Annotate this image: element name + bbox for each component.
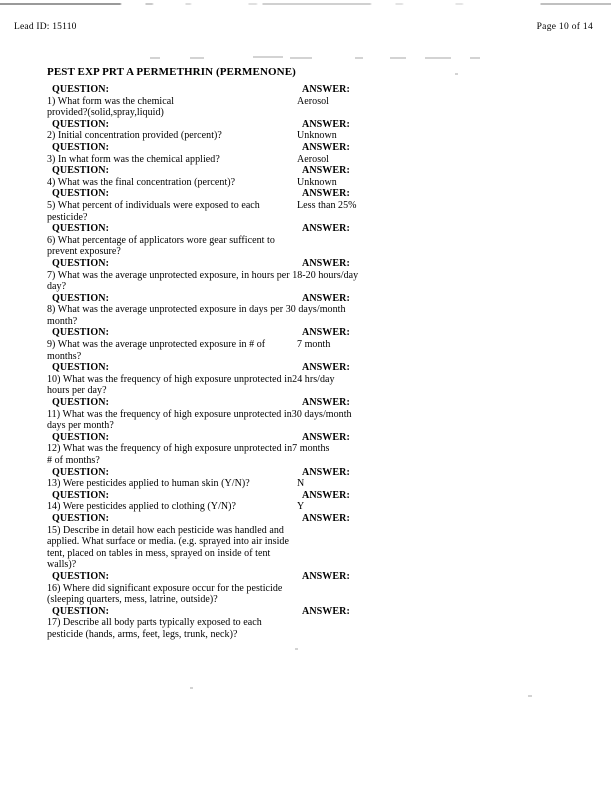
question-text: hours per day? [47, 385, 107, 397]
qa-label-row [0, 119, 611, 131]
qa-body [0, 235, 611, 258]
qa-body [0, 96, 611, 119]
question-line [0, 177, 611, 189]
question-text: days per month? [47, 420, 114, 432]
question-line [0, 420, 611, 432]
question-text: # of months? [47, 455, 100, 466]
question-line [0, 525, 611, 537]
scan-artifact-speck [355, 57, 363, 59]
qa-block [0, 467, 611, 490]
question-text: walls)? [47, 559, 77, 571]
qa-body [0, 478, 611, 490]
question-line [0, 385, 611, 397]
qa-block [0, 258, 611, 293]
answer-label: ANSWER: [302, 188, 350, 200]
question-label: QUESTION: [52, 431, 110, 443]
qa-body [0, 154, 611, 166]
question-text: 16) Where did significant exposure occur for the pesticide [47, 582, 283, 594]
question-text: provided?(solid,spray,liquid) [47, 107, 164, 119]
scan-artifact-speck [190, 57, 204, 59]
question-text: 7) What was the average unprotected exposure, in hours per 18-20 hours/day [47, 269, 359, 281]
qa-label-row [0, 142, 611, 154]
answer-text: 7 months [292, 443, 330, 455]
question-label: QUESTION: [52, 512, 110, 524]
question-line [0, 339, 611, 351]
qa-block [0, 165, 611, 188]
qa-block [0, 327, 611, 362]
qa-body [0, 525, 611, 571]
answer-text: 30 days/month [285, 304, 346, 316]
scan-artifact-speck [425, 57, 451, 59]
question-line [0, 478, 611, 490]
question-text: pesticide (hands, arms, feet, legs, trunk, neck)? [47, 628, 238, 640]
answer-label: ANSWER: [302, 141, 350, 153]
qa-body [0, 409, 611, 432]
lead-id-label: Lead ID: 15110 [14, 22, 77, 32]
question-line [0, 270, 611, 282]
answer-label: ANSWER: [302, 165, 350, 177]
answer-label: ANSWER: [302, 489, 350, 501]
answer-text: Unknown [297, 130, 337, 142]
question-label: QUESTION: [52, 223, 110, 235]
answer-label: ANSWER: [302, 292, 350, 304]
qa-label-row [0, 223, 611, 235]
answer-text: Aerosol [297, 95, 330, 107]
question-text: 8) What was the average unprotected exposure in days per 30 days/month [47, 304, 346, 316]
question-label: QUESTION: [52, 118, 110, 130]
question-line [0, 200, 611, 212]
qa-body [0, 200, 611, 223]
question-line [0, 130, 611, 142]
answer-label: ANSWER: [302, 118, 350, 130]
qa-block [0, 188, 611, 223]
question-text: month? [47, 315, 78, 327]
qa-block [0, 432, 611, 467]
question-label: QUESTION: [52, 362, 110, 374]
question-text: 3) In what form was the chemical applied? [47, 153, 220, 165]
question-label: QUESTION: [52, 141, 110, 153]
qa-block [0, 362, 611, 397]
answer-text: N [297, 478, 305, 490]
qa-block [0, 119, 611, 142]
question-text: applied. What surface or media. (e.g. sprayed into air inside [47, 536, 289, 548]
qa-body [0, 270, 611, 293]
question-label: QUESTION: [52, 397, 110, 409]
question-label: QUESTION: [52, 188, 110, 200]
question-label: QUESTION: [52, 570, 110, 582]
answer-label: ANSWER: [302, 605, 350, 617]
answer-label: ANSWER: [302, 84, 350, 95]
question-line [0, 629, 611, 641]
answer-text: Unknown [297, 176, 337, 188]
question-text: prevent exposure? [47, 246, 121, 258]
question-text: 5) What percent of individuals were exposed to each [47, 199, 260, 211]
qa-label-row [0, 293, 611, 305]
answer-label: ANSWER: [302, 570, 350, 582]
qa-body [0, 130, 611, 142]
question-text: 12) What was the frequency of high exposure unprotected in7 months [47, 443, 330, 455]
page-title: PEST EXP PRT A PERMETHRIN (PERMENONE) [47, 66, 296, 78]
answer-label: ANSWER: [302, 327, 350, 339]
answer-label: ANSWER: [302, 362, 350, 374]
question-label: QUESTION: [52, 327, 110, 339]
question-text: months? [47, 350, 82, 362]
question-line [0, 559, 611, 571]
scan-artifact-speck [290, 57, 312, 59]
qa-label-row [0, 490, 611, 502]
qa-block [0, 606, 611, 641]
question-line [0, 501, 611, 513]
question-line [0, 536, 611, 548]
question-text: 1) What form was the chemical [47, 95, 175, 107]
answer-label: ANSWER: [302, 431, 350, 443]
question-line [0, 316, 611, 328]
qa-body [0, 501, 611, 513]
qa-label-row [0, 84, 611, 96]
scan-artifact-streak [0, 3, 611, 5]
answer-text: 18-20 hours/day [292, 269, 359, 281]
question-text: 9) What was the average unprotected exposure in # of [47, 339, 266, 351]
question-text: 13) Were pesticides applied to human skin (Y/N)? [47, 478, 250, 490]
question-label: QUESTION: [52, 605, 110, 617]
question-line [0, 96, 611, 108]
question-text: 15) Describe in detail how each pesticide was handled and [47, 524, 284, 536]
question-label: QUESTION: [52, 165, 110, 177]
scan-artifact-speck [470, 57, 480, 59]
question-text: 11) What was the frequency of high exposure unprotected in30 days/month [47, 408, 352, 420]
qa-block [0, 513, 611, 571]
scan-artifact-speck [390, 57, 406, 59]
question-text: 17) Describe all body parts typically exposed to each [47, 617, 262, 629]
answer-label: ANSWER: [302, 257, 350, 269]
qa-label-row [0, 188, 611, 200]
scan-artifact-speck [528, 695, 532, 697]
scan-artifact-speck [295, 648, 298, 650]
question-line [0, 594, 611, 606]
qa-label-row [0, 397, 611, 409]
question-label: QUESTION: [52, 489, 110, 501]
qa-label-row [0, 165, 611, 177]
question-line [0, 548, 611, 560]
question-line [0, 583, 611, 595]
answer-text: 24 hrs/day [292, 373, 335, 385]
question-line [0, 617, 611, 629]
question-label: QUESTION: [52, 292, 110, 304]
question-line [0, 455, 611, 467]
question-line [0, 374, 611, 386]
scan-artifact-speck [455, 73, 458, 75]
question-text: pesticide? [47, 211, 88, 223]
qa-body [0, 304, 611, 327]
qa-block [0, 571, 611, 606]
question-text: 14) Were pesticides applied to clothing (Y/N)? [47, 501, 237, 513]
scan-artifact-speck [253, 56, 283, 58]
document-header [0, 22, 611, 36]
question-line [0, 246, 611, 258]
qa-block [0, 84, 611, 119]
question-line [0, 235, 611, 247]
qa-body [0, 443, 611, 466]
qa-label-row [0, 467, 611, 479]
question-text: 4) What was the final concentration (percent)? [47, 176, 236, 188]
qa-body [0, 374, 611, 397]
question-label: QUESTION: [52, 84, 110, 95]
qa-label-row [0, 362, 611, 374]
qa-block [0, 397, 611, 432]
question-line [0, 409, 611, 421]
qa-label-row [0, 258, 611, 270]
question-line [0, 107, 611, 119]
qa-body [0, 177, 611, 189]
question-line [0, 351, 611, 363]
question-line [0, 281, 611, 293]
page-indicator: Page 10 of 14 [536, 22, 593, 32]
qa-label-row [0, 513, 611, 525]
question-line [0, 154, 611, 166]
answer-label: ANSWER: [302, 512, 350, 524]
question-label: QUESTION: [52, 257, 110, 269]
qa-label-row [0, 432, 611, 444]
qa-body [0, 339, 611, 362]
question-text: day? [47, 281, 67, 293]
question-label: QUESTION: [52, 466, 110, 478]
qa-body [0, 617, 611, 640]
scan-artifact-speck [150, 57, 160, 59]
question-line [0, 212, 611, 224]
answer-label: ANSWER: [302, 223, 350, 235]
answer-label: ANSWER: [302, 397, 350, 409]
qa-body [0, 583, 611, 606]
answer-text: Aerosol [297, 153, 330, 165]
question-line [0, 443, 611, 455]
question-text: 6) What percentage of applicators wore gear sufficent to [47, 234, 275, 246]
qa-block [0, 490, 611, 513]
qa-label-row [0, 606, 611, 618]
question-text: (sleeping quarters, mess, latrine, outside)? [47, 594, 218, 606]
qa-block [0, 142, 611, 165]
answer-text: 7 month [297, 339, 331, 351]
qa-block [0, 293, 611, 328]
qa-label-row [0, 327, 611, 339]
answer-label: ANSWER: [302, 466, 350, 478]
answer-text: Y [297, 501, 305, 513]
question-text: 2) Initial concentration provided (percent)? [47, 130, 222, 142]
qa-label-row [0, 571, 611, 583]
question-line [0, 304, 611, 316]
question-text: tent, placed on tables in mess, sprayed on inside of tent [47, 547, 271, 559]
scan-artifact-speck [190, 687, 193, 689]
question-answer-list [0, 84, 611, 641]
qa-block [0, 223, 611, 258]
question-text: 10) What was the frequency of high exposure unprotected in24 hrs/day [47, 373, 335, 385]
answer-text: 30 days/month [291, 408, 352, 420]
answer-text: Less than 25% [297, 199, 357, 211]
